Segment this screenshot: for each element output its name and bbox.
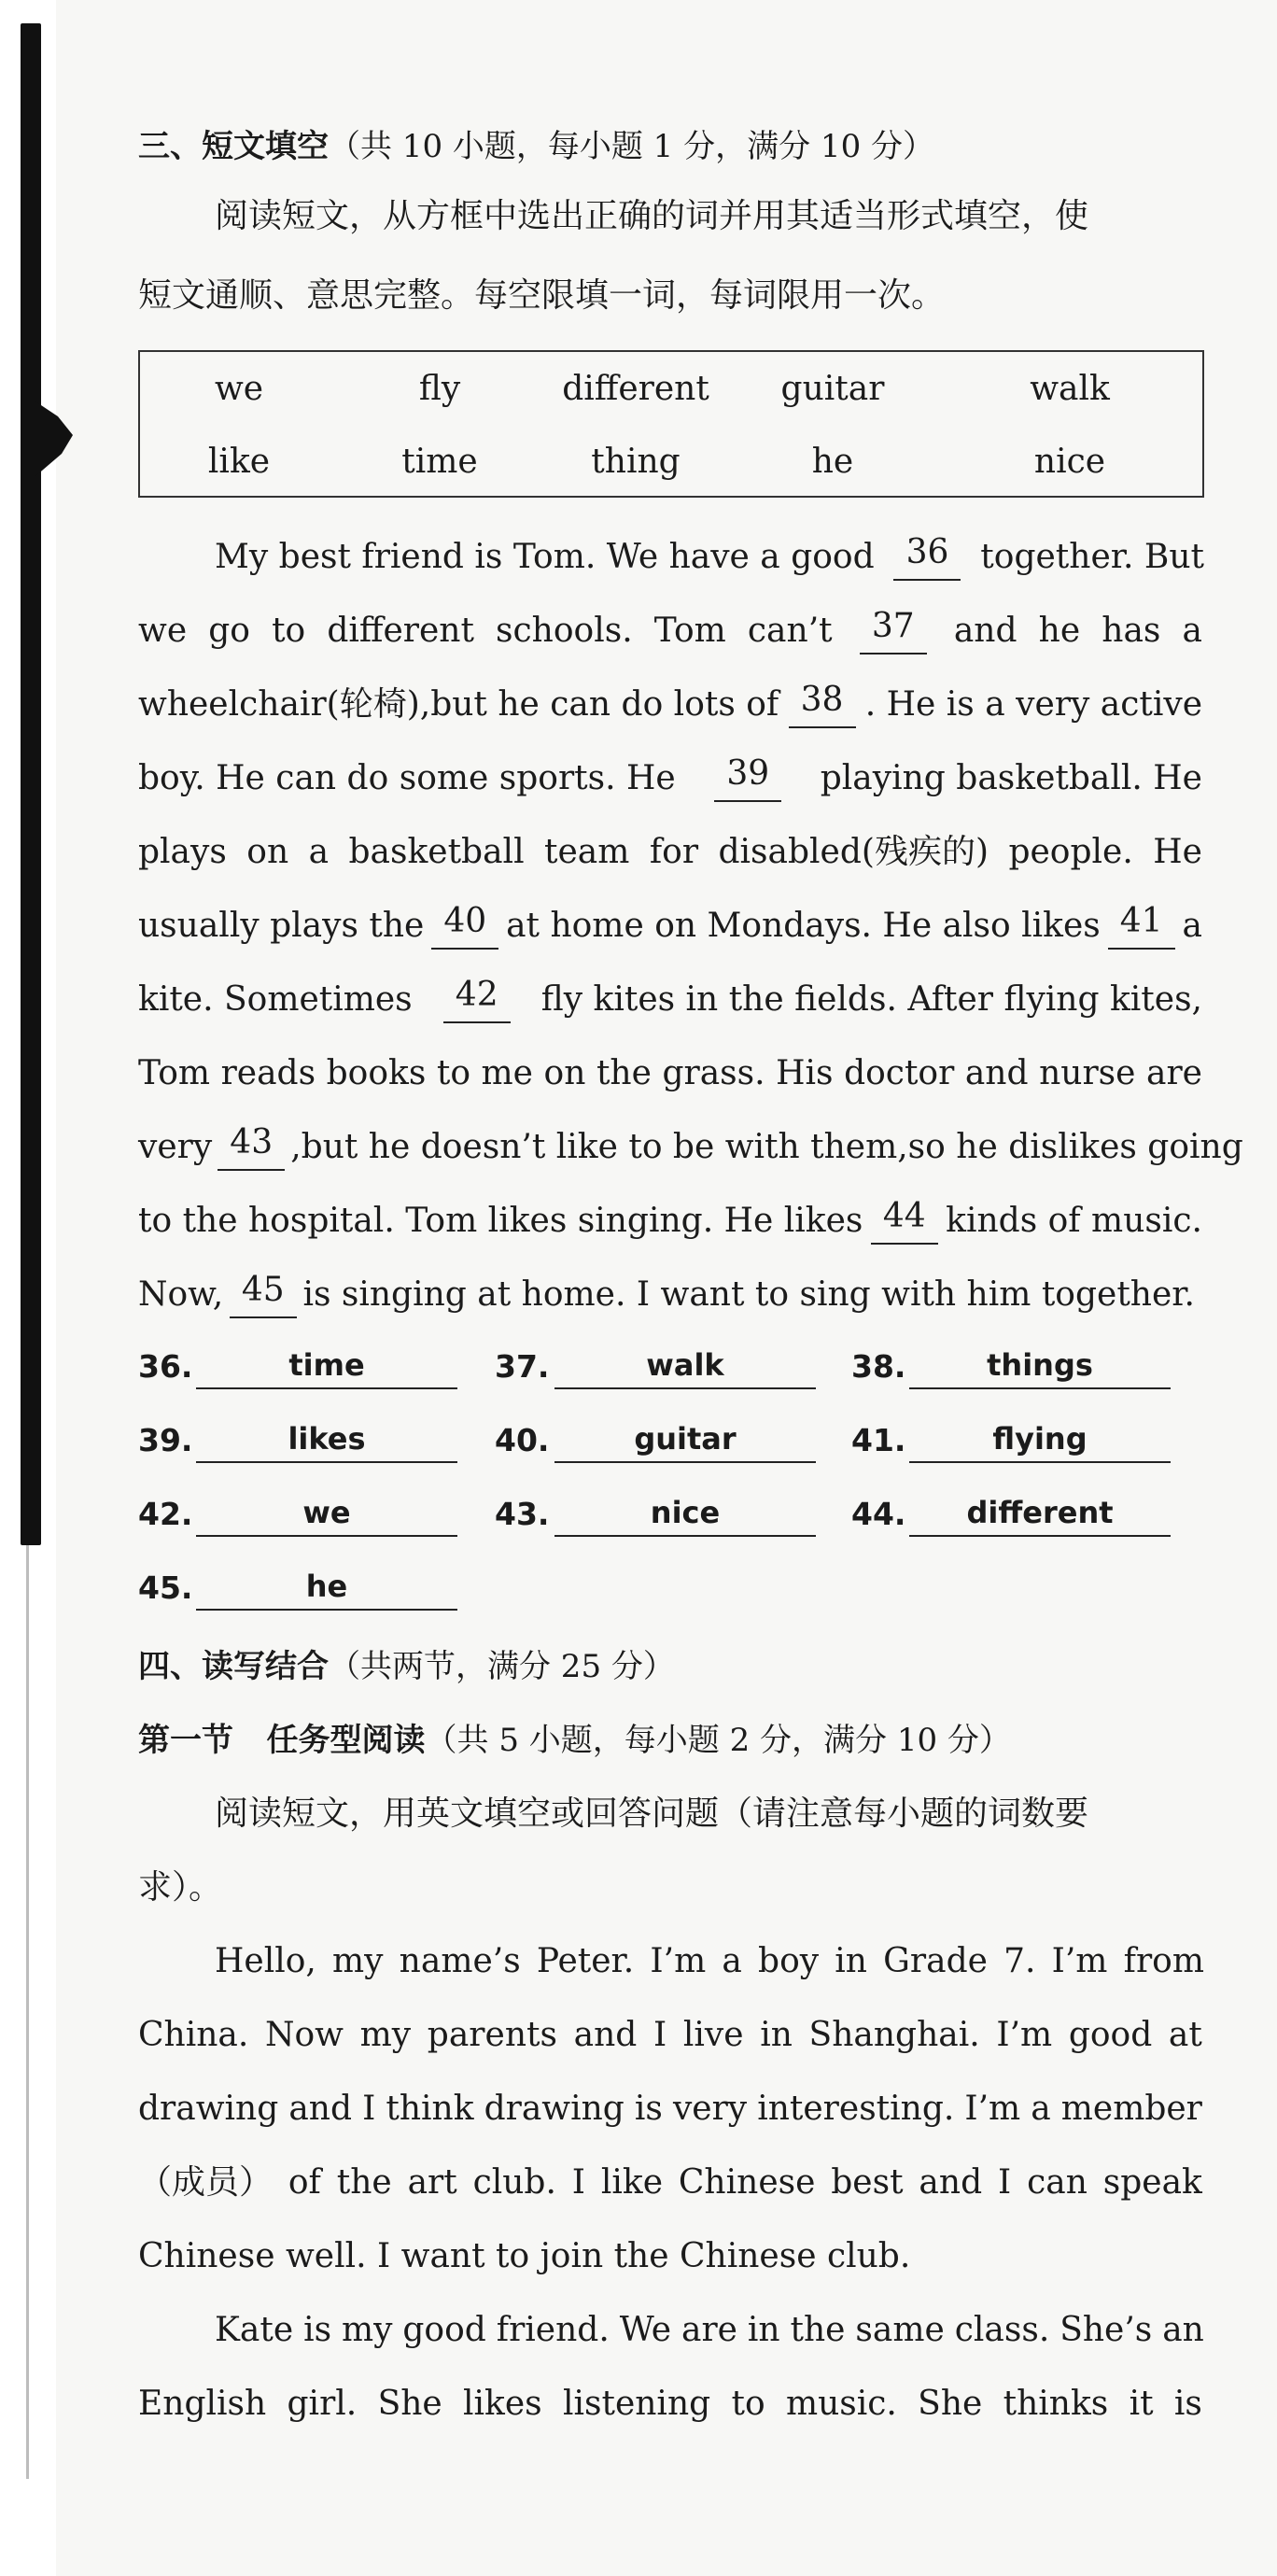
word-bank-item: walk bbox=[1030, 370, 1110, 408]
answer-40: 40. bbox=[495, 1422, 550, 1458]
spine-shadow bbox=[21, 23, 41, 1545]
answer-41: 41. bbox=[851, 1422, 906, 1458]
answer-41-field[interactable]: flying bbox=[909, 1418, 1171, 1463]
reading-line: drawing and I think drawing is very interesting. I’m a member bbox=[138, 2090, 1202, 2128]
blank-41: 41 bbox=[1108, 903, 1175, 950]
answer-37-field[interactable]: walk bbox=[554, 1344, 816, 1389]
answer-45: 45. bbox=[138, 1570, 193, 1606]
section4-instruction: 阅读短文，用英文填空或回答问题（请注意每小题的词数要 bbox=[215, 1795, 1089, 1833]
passage-line: boy. He can do some sports. He 39 playing basketball. He bbox=[138, 755, 1202, 802]
blank-42: 42 bbox=[443, 977, 511, 1023]
answer-39: 39. bbox=[138, 1422, 193, 1458]
reading-line: Kate is my good friend. We are in the same class. She’s an bbox=[215, 2311, 1204, 2349]
answer-44: 44. bbox=[851, 1496, 906, 1532]
answer-42-field[interactable]: we bbox=[196, 1492, 457, 1537]
answer-43: 43. bbox=[495, 1496, 550, 1532]
part1-note: （共 5 小题，每小题 2 分，满分 10 分） bbox=[425, 1722, 1011, 1759]
answer-38: 38. bbox=[851, 1348, 906, 1385]
answer-45-field[interactable]: he bbox=[196, 1566, 457, 1611]
section4-title: 四、读写结合 bbox=[138, 1648, 329, 1685]
passage-line: very 43 ,but he doesn’t like to be with them,so he dislikes going bbox=[138, 1124, 1202, 1171]
blank-40: 40 bbox=[431, 903, 498, 950]
passage-line: usually plays the 40 at home on Mondays. He also likes 41 a bbox=[138, 903, 1202, 950]
passage-line: kite. Sometimes 42 fly kites in the fields. After flying kites, bbox=[138, 977, 1202, 1023]
passage-line: to the hospital. Tom likes singing. He likes 44 kinds of music. bbox=[138, 1198, 1202, 1245]
reading-line: Chinese well. I want to join the Chinese club. bbox=[138, 2237, 911, 2275]
answer-44-field[interactable]: different bbox=[909, 1492, 1171, 1537]
reading-line: English girl. She likes listening to music. She thinks it is bbox=[138, 2385, 1202, 2423]
word-bank-item: like bbox=[207, 443, 271, 481]
section4-heading bbox=[138, 1643, 675, 1690]
blank-36: 36 bbox=[893, 534, 961, 581]
reading-line: （成员） of the art club. I like Chinese best and I can speak bbox=[138, 2163, 1202, 2202]
word-bank-item: we bbox=[214, 370, 264, 408]
word-bank-item: different bbox=[562, 370, 709, 408]
blank-44: 44 bbox=[871, 1198, 938, 1245]
answer-37: 37. bbox=[495, 1348, 550, 1385]
blank-39: 39 bbox=[714, 755, 781, 802]
word-bank-item: guitar bbox=[780, 370, 885, 408]
section3-instruction: 阅读短文，从方框中选出正确的词并用其适当形式填空，使 bbox=[215, 197, 1089, 235]
word-bank-box bbox=[138, 350, 1204, 498]
answer-39-field[interactable]: likes bbox=[196, 1418, 457, 1463]
part1-heading bbox=[138, 1717, 1011, 1764]
section3-instruction: 短文通顺、意思完整。每空限填一词，每词限用一次。 bbox=[138, 276, 946, 315]
passage-line: Now, 45 is singing at home. I want to sing with him together. bbox=[138, 1272, 1195, 1318]
blank-45: 45 bbox=[230, 1272, 297, 1318]
blank-38: 38 bbox=[789, 682, 856, 728]
answer-40-field[interactable]: guitar bbox=[554, 1418, 816, 1463]
answer-42: 42. bbox=[138, 1496, 193, 1532]
blank-37: 37 bbox=[860, 608, 927, 655]
answer-36-field[interactable]: time bbox=[196, 1344, 457, 1389]
reading-line: China. Now my parents and I live in Shanghai. I’m good at bbox=[138, 2016, 1202, 2054]
answer-38-field[interactable]: things bbox=[909, 1344, 1171, 1389]
word-bank-item: nice bbox=[1033, 443, 1106, 481]
reading-line: Hello, my name’s Peter. I’m a boy in Grade 7. I’m from bbox=[215, 1942, 1204, 1980]
answer-36: 36. bbox=[138, 1348, 193, 1385]
section3-note: （共 10 小题，每小题 1 分，满分 10 分） bbox=[329, 128, 935, 165]
word-bank-item: fly bbox=[418, 370, 461, 408]
section4-instruction: 求）。 bbox=[138, 1868, 223, 1907]
blank-43: 43 bbox=[218, 1124, 285, 1171]
part1-title: 第一节 任务型阅读 bbox=[138, 1722, 426, 1759]
spine-notch bbox=[35, 401, 73, 476]
passage-line: wheelchair(轮椅),but he can do lots of 38 . He is a very active bbox=[138, 682, 1202, 728]
spine-edge bbox=[26, 1545, 29, 2479]
word-bank-item: thing bbox=[591, 443, 681, 481]
section3-title: 三、短文填空 bbox=[138, 128, 329, 165]
section4-note: （共两节，满分 25 分） bbox=[329, 1648, 675, 1685]
passage-line: Tom reads books to me on the grass. His doctor and nurse are bbox=[138, 1054, 1202, 1092]
passage-line: we go to different schools. Tom can’t 37 and he has a bbox=[138, 608, 1202, 655]
word-bank-item: he bbox=[811, 443, 854, 481]
word-bank-item: time bbox=[401, 443, 478, 481]
passage-line: My best friend is Tom. We have a good 36 together. But bbox=[215, 534, 1204, 581]
section3-heading bbox=[138, 123, 934, 170]
book-spine bbox=[0, 0, 56, 2576]
passage-line: plays on a basketball team for disabled(残疾的) people. He bbox=[138, 833, 1202, 871]
answer-43-field[interactable]: nice bbox=[554, 1492, 816, 1537]
